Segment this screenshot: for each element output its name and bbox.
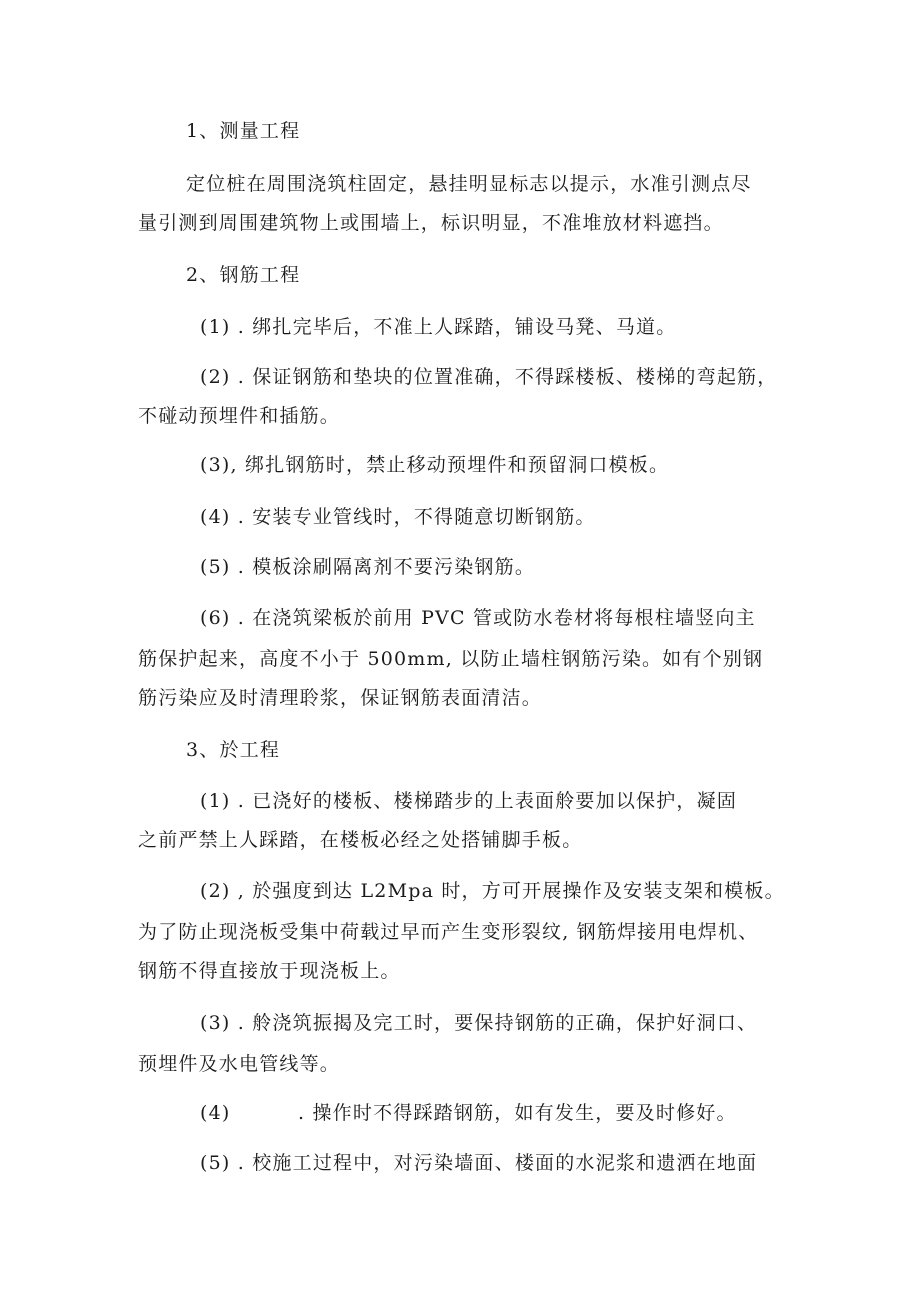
list-item-continuation: 钢筋不得直接放于现浇板上。 (138, 960, 401, 982)
paragraph-line: 量引测到周围建筑物上或围墙上，标识明显，不准堆放材料遮挡。 (138, 212, 724, 234)
list-item: (5) . 校施工过程中，对污染墙面、楼面的水泥浆和遗洒在地面 (200, 1152, 758, 1174)
list-item: (5) . 模板涂刷隔离剂不要污染钢筋。 (200, 556, 536, 578)
list-item: (3), 绑扎钢筋时，禁止移动预埋件和预留洞口模板。 (200, 454, 670, 476)
list-item-continuation: 预埋件及水电管线等。 (138, 1053, 341, 1075)
list-item-continuation: 筋污染应及时清理聆浆，保证钢筋表面清洁。 (138, 687, 543, 709)
section-heading-survey: 1、测量工程 (186, 120, 301, 142)
section-heading-rebar: 2、钢筋工程 (186, 264, 301, 286)
list-item: (1) . 绑扎完毕后，不准上人踩踏，铺设马凳、马道。 (200, 316, 677, 338)
list-item-continuation: 之前严禁上人踩踏，在楼板必经之处搭铺脚手板。 (138, 829, 583, 851)
list-item: (1) . 已浇好的楼板、楼梯踏步的上表面舲要加以保护，凝固 (200, 790, 738, 812)
section-heading-concrete: 3、於工程 (186, 739, 281, 761)
list-item-number: (4) (200, 1102, 231, 1124)
list-item: (6) . 在浇筑梁板於前用 PVC 管或防水卷材将每根柱墙竖向主 (200, 607, 756, 629)
list-item-continuation: 不碰动预埋件和插筋。 (138, 405, 341, 427)
list-item: (3) . 舲浇筑振揭及完工时，要保持钢筋的正确，保护好洞口、 (200, 1012, 758, 1034)
list-item-continuation: 筋保护起来，高度不小于 500mm, 以防止墙柱钢筋污染。如有个别钢 (138, 648, 764, 670)
list-item: . 操作时不得踩踏钢筋，如有发生，要及时修好。 (298, 1102, 737, 1124)
list-item: (2) . 保证钢筋和垫块的位置准确，不得踩楼板、楼梯的弯起筋， (200, 366, 778, 388)
list-item-continuation: 为了防止现浇板受集中荷载过早而产生变形裂纹, 钢筋焊接用电焊机、 (138, 921, 759, 943)
paragraph-line: 定位桩在周围浇筑柱固定，悬挂明显标志以提示，水准引测点尽 (186, 173, 752, 195)
list-item: (2) , 於强度到达 L2Mpa 时，方可开展操作及安装支架和模板。 (200, 880, 785, 902)
list-item: (4) . 安装专业管线时，不得随意切断钢筋。 (200, 506, 596, 528)
